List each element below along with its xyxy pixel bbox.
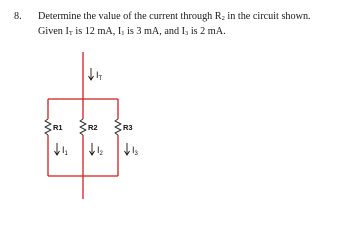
resistor-r2-icon [80, 119, 86, 135]
resistor-r1-icon [45, 119, 51, 135]
resistor-r3-icon [115, 119, 121, 135]
resistor-label-r3: R3 [123, 123, 133, 132]
subscript-it: T [68, 30, 73, 37]
subscript-r2: 2 [221, 15, 225, 22]
given-text-1: Given I [38, 26, 69, 37]
given-text-3: is 3 mA, and I [124, 26, 186, 37]
resistor-label-r1: R1 [53, 123, 63, 132]
branch3-current-label: $I_3$ [132, 145, 138, 157]
question-text: Determine the value of the current through R [38, 11, 222, 22]
subscript-i3: 3 [185, 30, 189, 37]
question-number: 8. [14, 11, 22, 22]
given-text-4: is 2 mA. [188, 26, 226, 37]
given-text-2: is 12 mA, I [72, 26, 122, 37]
branch2-current-label: $I_2$ [97, 145, 103, 157]
subscript-i1: 1 [121, 30, 125, 37]
branch1-current-label: $I_1$ [62, 145, 68, 157]
question-text-end: in the circuit shown. [224, 11, 311, 22]
resistor-label-r2: R2 [88, 123, 98, 132]
total-current-label: $I_T$ [96, 70, 103, 82]
